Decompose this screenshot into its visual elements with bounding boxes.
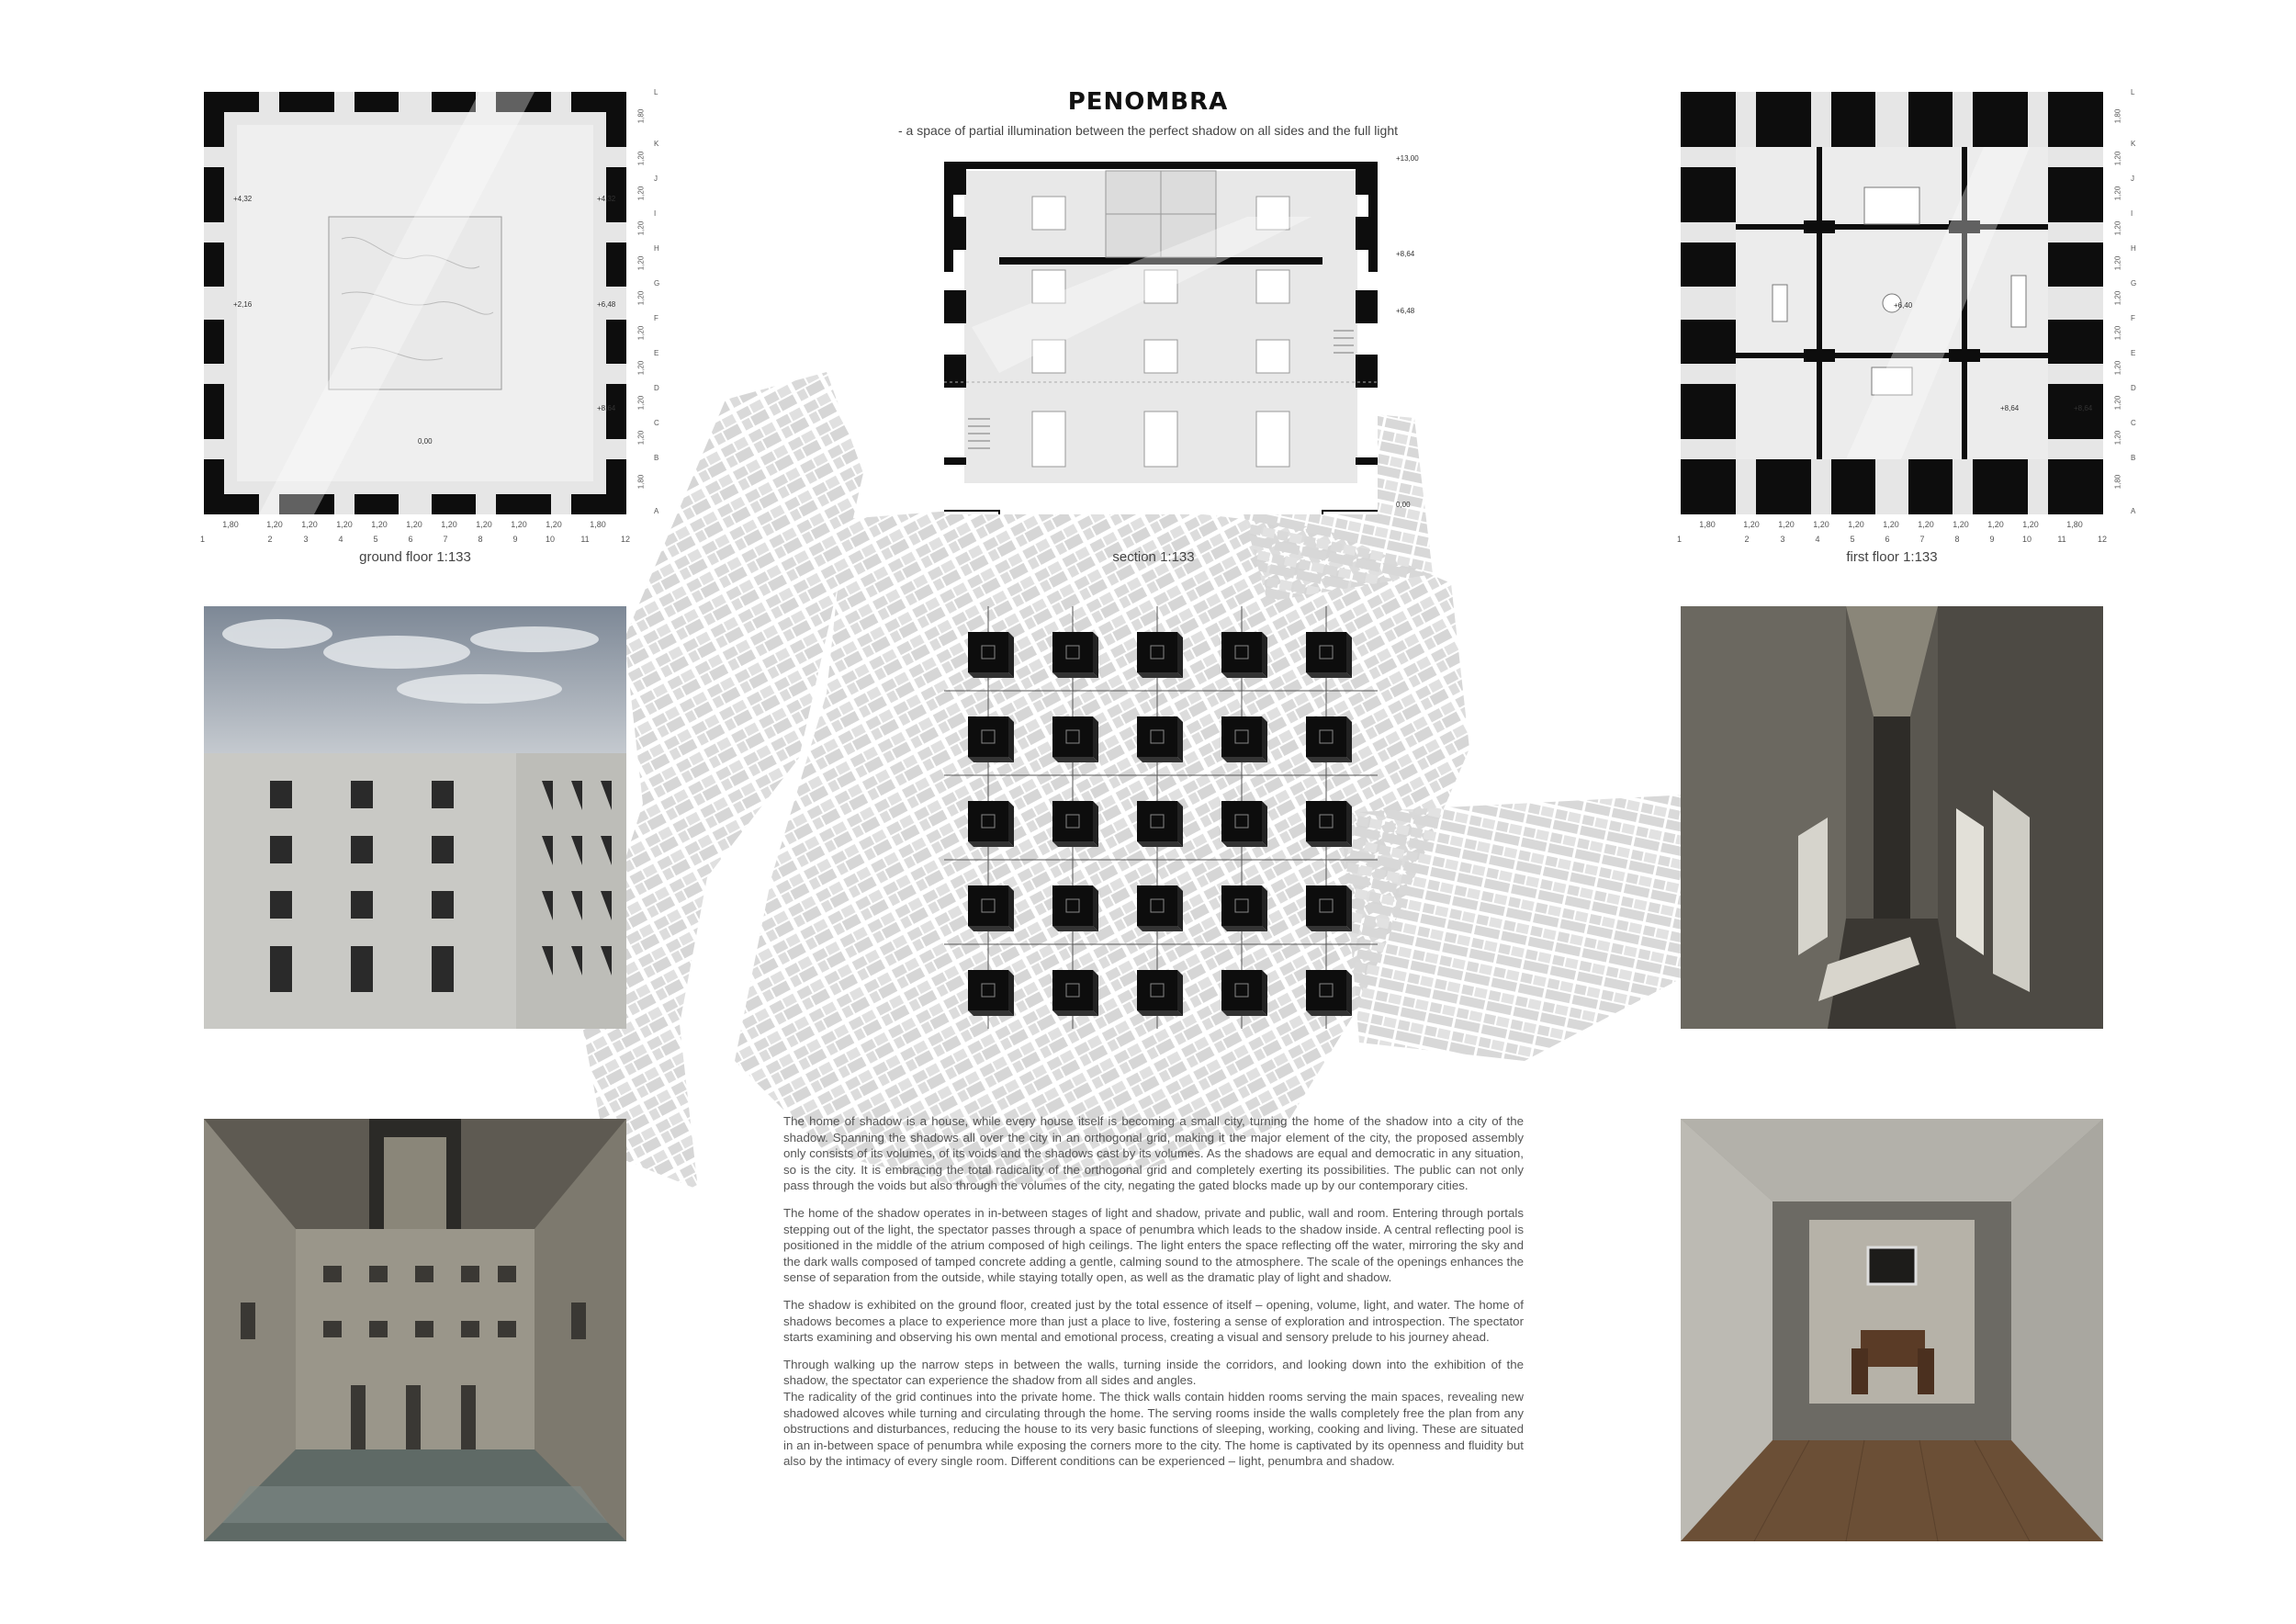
shadow-block	[1052, 716, 1098, 762]
render-atrium	[204, 1119, 626, 1541]
ground-floor-dimensions: 1,80 1,20 1,20 1,20 1,20 1,20 1,20 1,20 1,20 1,20 1,80	[222, 520, 606, 529]
level-marker: +8,64	[597, 404, 616, 412]
section-caption: section 1:133	[1112, 549, 1195, 565]
shadow-block	[968, 716, 1014, 762]
page-subtitle: - a space of partial illumination between the perfect shadow on all sides and the full light	[898, 123, 1398, 138]
first-floor-dimensions: 1,80 1,20 1,20 1,20 1,20 1,20 1,20 1,20 1,20 1,20 1,80	[1699, 520, 2083, 529]
paragraph-3: The shadow is exhibited on the ground floor, created just by the total essence of itself – opening, volume, light, and water. The home of shadows becomes a place to experience more than just a place to live, fostering a sense of exploration and introspection. The spectator starts examining and observing his own mental and emotional process, creating a visual and sensory prelude to his journey ahead.	[783, 1297, 1524, 1345]
level-marker: +6,40	[1894, 301, 1913, 310]
project-description	[783, 1113, 1524, 1481]
map-district-southeast	[1341, 795, 1699, 1061]
shadow-block	[1221, 970, 1267, 1016]
shadow-block	[1306, 716, 1352, 762]
level-marker: +4,32	[597, 195, 616, 203]
shadow-block	[1137, 632, 1183, 678]
section-level: 0,00	[1396, 501, 1411, 509]
section-svg	[944, 162, 1378, 514]
section-level: +8,64	[1396, 250, 1415, 258]
render-dining	[1681, 1119, 2103, 1541]
level-marker: 0,00	[418, 437, 433, 445]
section-drawing	[944, 162, 1378, 514]
ground-floor-side-dimensions: 1,80 1,20 1,20 1,20 1,20 1,20 1,20 1,20 1,20 1,20 1,80	[636, 108, 646, 490]
first-floor-drawing	[1681, 92, 2103, 514]
shadow-block	[968, 970, 1014, 1016]
level-marker: +2,16	[233, 300, 253, 309]
section-level: +13,00	[1396, 154, 1419, 163]
shadow-block	[1306, 885, 1352, 931]
paragraph-1: The home of shadow is a house, while every house itself is becoming a small city, turning the home of the shadow into a city of the shadow. Spanning the shadows all over the city in an orthogonal grid, making it the major element of the city, the proposed assembly only consists of its volumes, of its voids and the shadows cast by its volumes. As the shadows are equal and democratic in any situation, so is the city. It is embracing the total radicality of the orthogonal grid and completely exerting its possibilities. The public can not only pass through the voids but also through the volumes of the city, negating the gated blocks made up by our contemporary cities.	[783, 1114, 1524, 1193]
ground-floor-grid-numbers: 1 2 3 4 5 6 7 8 9 10 11 12	[200, 535, 630, 544]
shadow-block	[1306, 801, 1352, 847]
shadow-block	[1221, 801, 1267, 847]
render-corridor	[1681, 606, 2103, 1029]
first-floor-grid-numbers: 1 2 3 4 5 6 7 8 9 10 11 12	[1677, 535, 2107, 544]
shadow-block	[1221, 632, 1267, 678]
level-marker: +4,32	[233, 195, 253, 203]
shadow-block	[968, 885, 1014, 931]
paragraph-5: The radicality of the grid continues into the private home. The thick walls contain hidden rooms serving the main spaces, revealing new shadowed alcoves while turning and circulating through the home. The serving rooms inside the walls completely free the plan from any obstructions and disturbances, reducing the house to its very basic functions of sleeping, working, cooking and living. These are situated in an in-between space of penumbra while exposing the corners more to the city. The home is captivated by its openness and fluidity but also by the intimacy of every single room. Different conditions can be experienced – light, penumbra and shadow.	[783, 1389, 1524, 1469]
first-floor-row-letters: L K J I H G F E D C B A	[2131, 88, 2137, 515]
page-title: PENOMBRA	[1067, 88, 1229, 116]
shadow-block	[1052, 970, 1098, 1016]
shadow-block	[1052, 632, 1098, 678]
shadow-block	[1221, 885, 1267, 931]
shadow-block	[1137, 885, 1183, 931]
ground-floor-caption: ground floor 1:133	[359, 549, 471, 565]
level-marker: +8,64	[2000, 404, 2020, 412]
shadow-block	[1052, 885, 1098, 931]
shadow-block	[968, 801, 1014, 847]
first-floor-side-dimensions: 1,80 1,20 1,20 1,20 1,20 1,20 1,20 1,20 1,20 1,20 1,80	[2113, 108, 2122, 490]
render-facade	[204, 606, 626, 1029]
first-floor-plan	[1681, 92, 2103, 514]
first-floor-caption: first floor 1:133	[1846, 549, 1938, 565]
shadow-block	[1137, 801, 1183, 847]
level-marker: +8,64	[2074, 404, 2093, 412]
section-level: +6,48	[1396, 307, 1415, 315]
shadow-block	[1306, 970, 1352, 1016]
ground-floor-plan	[204, 92, 626, 514]
grid-diagram	[944, 606, 1378, 1029]
shadow-block	[1137, 716, 1183, 762]
shadow-block	[968, 632, 1014, 678]
paragraph-2: The home of the shadow operates in in-between stages of light and shadow, private and public, wall and room. Entering through portals stepping out of the light, the spectator passes through a space of penumbra which leads to the shadow inside. A central reflecting pool is positioned in the middle of the atrium composed of high ceilings. The light enters the space reflecting off the water, mirroring the sky and the dark walls composed of tamped concrete adding a gentle, calming sound to the atmosphere. The scale of the openings enhances the sense of separation from the outside, while staying totally open, as well as the dramatic play of light and shadow.	[783, 1205, 1524, 1285]
level-marker: +6,48	[597, 300, 616, 309]
ground-floor-row-letters: L K J I H G F E D C B A	[654, 88, 660, 515]
ground-floor-drawing	[204, 92, 626, 514]
shadow-block	[1306, 632, 1352, 678]
shadow-block	[1221, 716, 1267, 762]
paragraph-4: Through walking up the narrow steps in between the walls, turning inside the corridors, and looking down into the exhibition of the shadow, the spectator can experience the shadow from all sides and angles.	[783, 1357, 1524, 1388]
shadow-block	[1052, 801, 1098, 847]
shadow-block	[1137, 970, 1183, 1016]
